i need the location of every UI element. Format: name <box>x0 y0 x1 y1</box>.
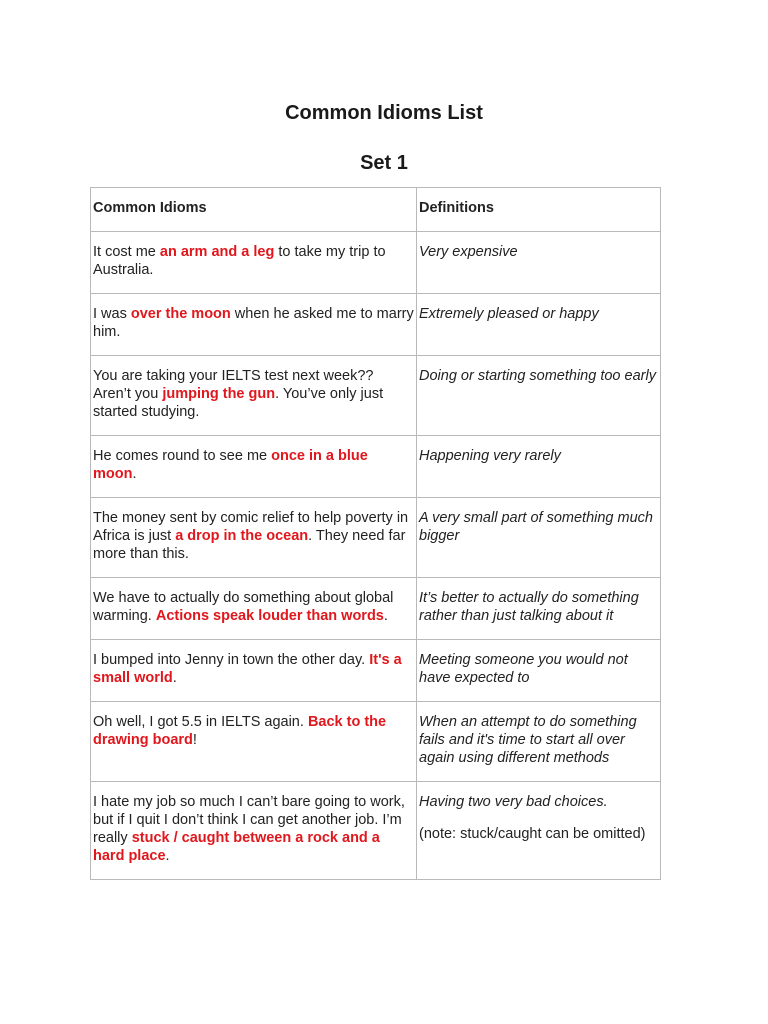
idiom-definition-cell <box>417 782 661 880</box>
header-definitions: Definitions <box>417 188 661 232</box>
idiom-sentence <box>91 640 417 702</box>
idiom-highlight: stuck / caught between a rock and a hard place <box>93 830 380 864</box>
sentence-text: . <box>132 466 137 482</box>
idiom-definition: Happening very rarely <box>417 436 661 498</box>
sentence-text: ! <box>192 732 197 748</box>
sentence-text: He comes round to see me <box>93 448 272 464</box>
table-row <box>91 232 661 294</box>
table-row <box>91 702 661 782</box>
sentence-text: . <box>383 608 388 624</box>
table-row <box>91 356 661 436</box>
idiom-sentence <box>91 578 417 640</box>
sentence-text: Oh well, I got 5.5 in IELTS again. <box>93 714 308 730</box>
set-heading: Set 1 <box>360 152 408 174</box>
idiom-definition: Extremely pleased or happy <box>417 294 661 356</box>
idiom-definition: It’s better to actually do something rather than just talking about it <box>417 578 661 640</box>
idiom-highlight: an arm and a leg <box>159 244 275 260</box>
idiom-sentence <box>91 232 417 294</box>
sentence-text: You are taking your IELTS test next week?? Aren’t you <box>93 368 374 402</box>
sentence-text: . You’ve only just started studying. <box>93 386 384 420</box>
idiom-highlight: a drop in the ocean <box>175 528 309 544</box>
table-row <box>91 578 661 640</box>
sentence-text: . <box>172 670 177 686</box>
sentence-text: I bumped into Jenny in town the other day. <box>93 652 370 668</box>
table-row <box>91 436 661 498</box>
idiom-sentence <box>91 436 417 498</box>
sentence-text: to take my trip to Australia. <box>93 244 386 278</box>
page-title: Common Idioms List <box>285 102 483 124</box>
definition-note: (note: stuck/caught can be omitted) <box>419 826 646 842</box>
idiom-highlight: jumping the gun <box>162 386 276 402</box>
sentence-text: The money sent by comic relief to help poverty in Africa is just <box>93 510 409 544</box>
sentence-text: It cost me <box>93 244 160 260</box>
idiom-highlight: over the moon <box>130 306 231 322</box>
table-row <box>91 498 661 578</box>
idiom-definition: A very small part of something much bigger <box>417 498 661 578</box>
idiom-highlight: Actions speak louder than words <box>155 608 384 624</box>
sentence-text: when he asked me to marry him. <box>93 306 414 340</box>
idiom-definition: When an attempt to do something fails and it's time to start all over again using different methods <box>417 702 661 782</box>
idiom-sentence <box>91 356 417 436</box>
idiom-highlight: It's a small world <box>93 652 402 686</box>
idiom-sentence <box>91 498 417 578</box>
idiom-sentence <box>91 782 417 880</box>
sentence-text: . They need far more than this. <box>93 528 406 562</box>
idiom-sentence <box>91 294 417 356</box>
idiom-definition: Doing or starting something too early <box>417 356 661 436</box>
table-header-row <box>91 188 661 232</box>
idiom-definition: Very expensive <box>417 232 661 294</box>
sentence-text: I hate my job so much I can’t bare going to work, but if I quit I don’t think I can get another job. I’m really <box>93 794 405 846</box>
sentence-text: . <box>165 848 170 864</box>
idiom-definition: Having two very bad choices. <box>419 794 608 810</box>
idiom-sentence <box>91 702 417 782</box>
idiom-definition: Meeting someone you would not have expected to <box>417 640 661 702</box>
table-row <box>91 294 661 356</box>
table-row <box>91 782 661 880</box>
table-row <box>91 640 661 702</box>
idiom-highlight: Back to the drawing board <box>93 714 387 748</box>
header-idioms: Common Idioms <box>91 188 417 232</box>
idioms-table <box>90 187 661 880</box>
idiom-highlight: once in a blue moon <box>93 448 368 482</box>
sentence-text: We have to actually do something about global warming. <box>93 590 394 624</box>
sentence-text: I was <box>93 306 131 322</box>
